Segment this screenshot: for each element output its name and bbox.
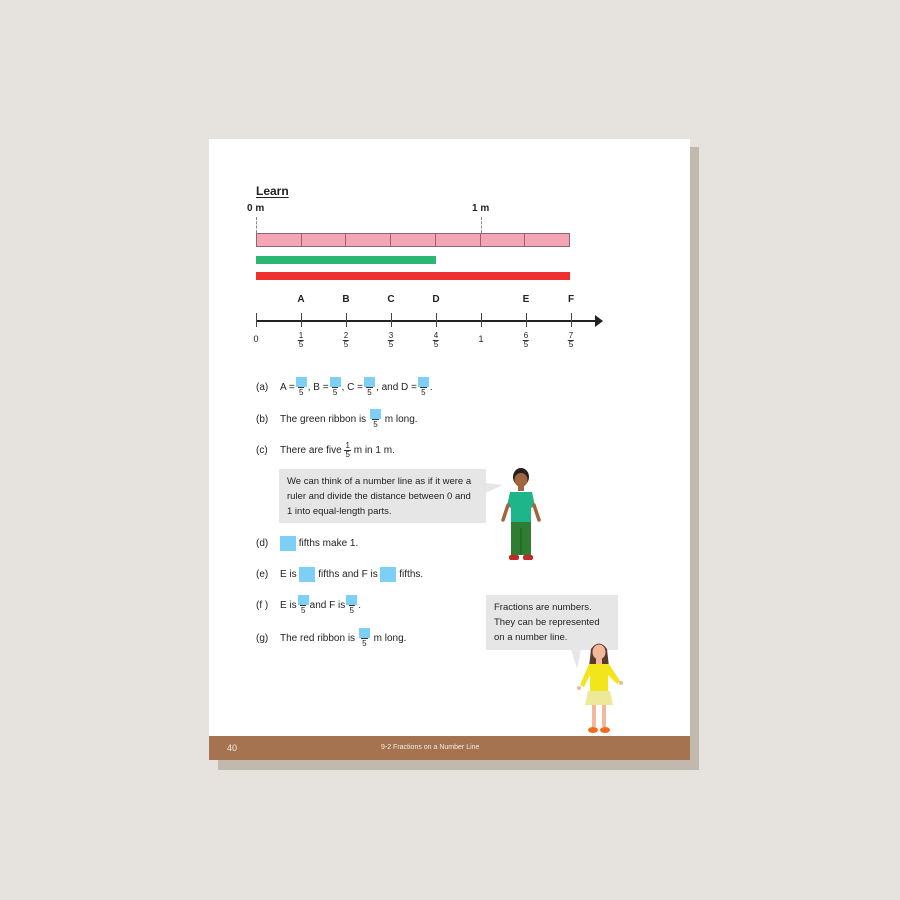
page-number: 40 xyxy=(227,743,238,753)
tick-label-1-5: $\frac{1}{5}$ xyxy=(298,331,304,349)
one-meter-guide-line xyxy=(481,217,482,233)
tick-label-1: 1 xyxy=(478,334,484,344)
tick-label-2-5: $\frac{2}{5}$ xyxy=(343,331,349,349)
answer-box-f-fraction[interactable]: 5 xyxy=(346,595,357,615)
answer-box-green[interactable]: 5 xyxy=(370,409,381,429)
chapter-title: 9-2 Fractions on a Number Line xyxy=(381,744,480,751)
question-f: (f ) E is 5 and F is 5 . xyxy=(256,595,361,615)
question-b: (b) The green ribbon is 5 m long. xyxy=(256,409,418,429)
tick-label-0: 0 xyxy=(253,334,259,344)
green-ribbon xyxy=(256,256,436,264)
tick-1 xyxy=(301,313,302,327)
point-label-f: F xyxy=(567,294,575,305)
answer-box-b[interactable]: 5 xyxy=(330,377,341,397)
ruler-one-meter-label: 1 m xyxy=(472,203,490,214)
point-label-b: B xyxy=(342,294,350,305)
textbook-page xyxy=(209,139,690,760)
number-line xyxy=(256,320,596,322)
tick-label-4-5: $\frac{4}{5}$ xyxy=(433,331,439,349)
tick-label-3-5: $\frac{3}{5}$ xyxy=(388,331,394,349)
question-d: (d) fifths make 1. xyxy=(256,538,359,549)
question-a: (a) A = 5 , B = 5 , C = 5 , and D = 5 . xyxy=(256,377,433,397)
point-label-c: C xyxy=(387,294,395,305)
answer-box-d[interactable]: 5 xyxy=(418,377,429,397)
question-g: (g) The red ribbon is 5 m long. xyxy=(256,628,406,648)
point-label-a: A xyxy=(297,294,305,305)
tick-5 xyxy=(481,313,482,327)
section-title: Learn xyxy=(256,184,289,198)
answer-box-fifths-make-one[interactable] xyxy=(280,536,296,551)
answer-box-e-fifths[interactable] xyxy=(299,567,315,582)
tick-0 xyxy=(256,313,257,327)
answer-box-e-fraction[interactable]: 5 xyxy=(298,595,309,615)
page-footer xyxy=(209,736,690,760)
number-line-arrow-icon xyxy=(595,315,603,327)
point-label-d: D xyxy=(432,294,440,305)
tick-label-7-5: $\frac{7}{5}$ xyxy=(568,331,574,349)
red-ribbon xyxy=(256,272,570,280)
fraction-one-fifth: $\frac{1}{5}$ xyxy=(345,441,350,459)
answer-box-red[interactable]: 5 xyxy=(359,628,370,648)
pink-fifths-bar xyxy=(256,233,570,247)
tick-2 xyxy=(346,313,347,327)
tick-6 xyxy=(526,313,527,327)
start-guide-line xyxy=(256,217,257,233)
girl-speech-bubble: Fractions are numbers. They can be represented on a number line. xyxy=(486,595,618,650)
boy-speech-bubble: We can think of a number line as if it were a ruler and divide the distance between 0 and 1 into equal-length parts. xyxy=(279,469,486,523)
tick-3 xyxy=(391,313,392,327)
ruler-start-label: 0 m xyxy=(247,203,265,214)
answer-box-c[interactable]: 5 xyxy=(364,377,375,397)
point-label-e: E xyxy=(522,294,530,305)
tick-7 xyxy=(571,313,572,327)
girl-character-illustration xyxy=(574,639,629,737)
question-c: (c) There are five $\frac{1}{5}$ m in 1 m. xyxy=(256,441,395,459)
tick-label-6-5: $\frac{6}{5}$ xyxy=(523,331,529,349)
answer-box-f-fifths[interactable] xyxy=(380,567,396,582)
boy-character-illustration xyxy=(497,466,547,564)
tick-4 xyxy=(436,313,437,327)
answer-box-a[interactable]: 5 xyxy=(296,377,307,397)
question-e: (e) E is fifths and F is fifths. xyxy=(256,569,424,580)
